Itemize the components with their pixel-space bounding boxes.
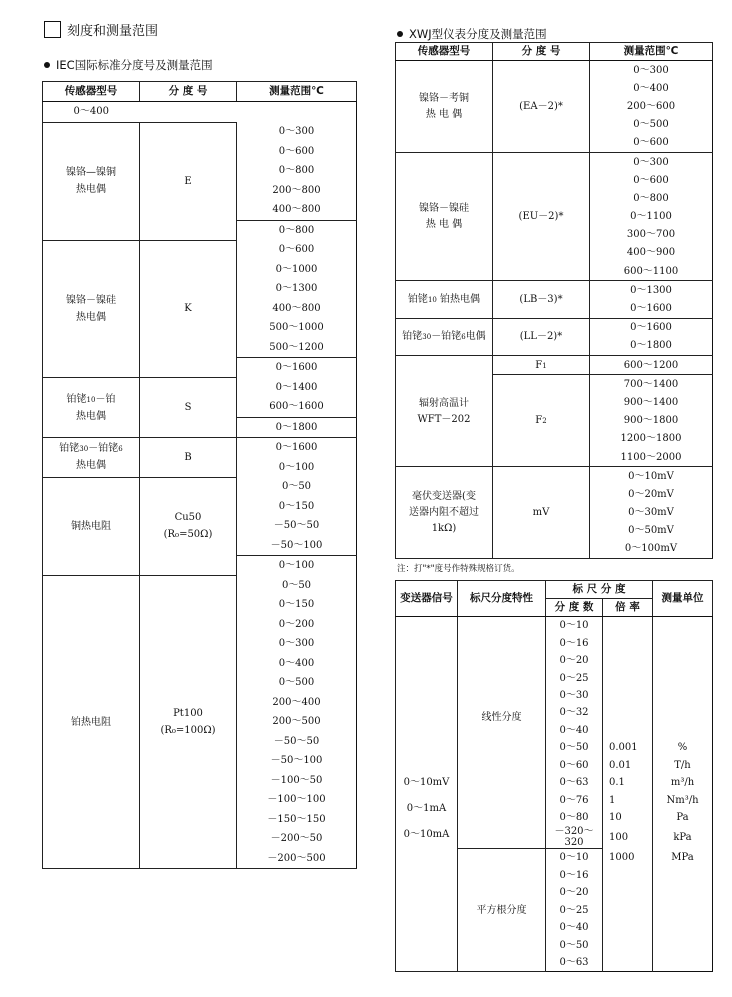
count-cell: －320～320 — [546, 826, 603, 849]
scale-header-row — [396, 581, 713, 599]
range-cell: 0～800 — [237, 220, 357, 240]
rate-cell — [603, 617, 653, 635]
table-row — [396, 467, 713, 486]
unit-cell — [653, 669, 713, 686]
code-subtext: (R₀=100Ω) — [160, 725, 216, 736]
unit-cell: kPa — [673, 832, 692, 843]
sensor-name-line: 铂铑30－铂铑6电偶 — [402, 331, 486, 343]
xwj-title-text: XWJ型仪表分度及测量范围 — [409, 27, 547, 41]
sensor-name-cell — [396, 467, 493, 559]
subscript: 10 — [86, 395, 96, 404]
page-title — [44, 20, 158, 39]
code-cell — [493, 467, 590, 559]
range-cell: 0～1800 — [590, 337, 713, 356]
range-cell: 0～600 — [237, 240, 357, 260]
range-cell: 0～10mV — [590, 467, 713, 486]
code-cell — [493, 281, 590, 318]
xwj-note: 注：打"*"度号作特殊规格订货。 — [397, 564, 520, 574]
code-text: F1 — [535, 359, 547, 371]
code-cell — [493, 356, 590, 375]
range-cell: 0～30mV — [590, 504, 713, 522]
rate-cell: 10 — [603, 809, 653, 826]
unit-cell: % — [677, 742, 688, 754]
code-cell — [140, 438, 237, 478]
bullet-icon — [44, 62, 50, 68]
table-row — [43, 438, 357, 458]
table-row — [43, 102, 357, 123]
range-cell: 900～1400 — [590, 393, 713, 411]
column-header-characteristic: 标尺分度特性 — [458, 581, 546, 617]
sensor-name-cell — [396, 318, 493, 355]
unit-cell — [653, 936, 713, 953]
range-cell: 0～800 — [590, 189, 713, 207]
range-cell: 0～150 — [237, 595, 357, 615]
code-cell — [140, 378, 237, 438]
unit-cell — [653, 954, 713, 972]
sensor-name-line: 热电偶 — [76, 184, 106, 195]
range-cell: 500～1200 — [237, 338, 357, 358]
sensor-name-line: 镍铬－考铜 — [419, 92, 469, 104]
count-cell: 0～20 — [546, 884, 603, 901]
count-cell: 0～16 — [546, 634, 603, 651]
signal-text: 0～10mV — [403, 777, 450, 789]
column-header-signal: 变送器信号 — [396, 581, 458, 617]
range-cell: 600～1100 — [590, 262, 713, 281]
sensor-name-line: 镍铬－镍硅 — [419, 203, 469, 215]
code-cell — [493, 61, 590, 153]
range-cell: 1100～2000 — [590, 448, 713, 467]
range-cell: 200～400 — [237, 693, 357, 713]
sensor-name-line: 铂铑30－铂铑6 — [59, 443, 123, 455]
iec-title-text: IEC国际标准分度号及测量范围 — [56, 58, 213, 72]
range-cell: 900～1800 — [590, 412, 713, 430]
unit-cell — [653, 652, 713, 669]
range-cell: 0～50 — [237, 576, 357, 596]
unit-cell — [653, 919, 713, 936]
range-cell: －50～50 — [237, 732, 357, 752]
range-cell: 0～1600 — [590, 318, 713, 337]
sensor-name-cell — [43, 438, 140, 478]
range-cell: －50～100 — [237, 536, 357, 556]
code-cell — [493, 152, 590, 280]
sensor-name-line: 铂铑10－铂 — [66, 393, 116, 405]
range-cell: 0～300 — [237, 122, 357, 142]
range-cell: －200～50 — [237, 829, 357, 849]
range-cell: －50～50 — [237, 516, 357, 536]
range-cell: 400～900 — [590, 244, 713, 262]
range-cell: 0～1600 — [237, 358, 357, 378]
count-cell: 0～40 — [546, 919, 603, 936]
unit-cell — [653, 634, 713, 651]
code-text: (EU－2)* — [518, 211, 564, 223]
rate-cell — [603, 902, 653, 919]
sensor-name-cell — [43, 477, 140, 576]
xwj-table — [395, 42, 713, 559]
range-cell: 200～800 — [237, 181, 357, 201]
column-header-group: 标 尺 分 度 — [546, 581, 653, 599]
scale-table — [395, 580, 713, 972]
unit-cell: m³/h — [670, 777, 695, 789]
count-cell: 0～25 — [546, 669, 603, 686]
column-header-rate: 倍 率 — [603, 599, 653, 617]
code-text: F2 — [535, 415, 547, 427]
range-cell: 0～300 — [590, 61, 713, 80]
range-cell: －200～500 — [237, 849, 357, 869]
range-cell: 0～1600 — [237, 438, 357, 458]
table-row — [396, 61, 713, 80]
code-text: E — [184, 175, 192, 187]
iec-header-row — [43, 82, 357, 102]
table-row — [43, 122, 357, 142]
code-text: (EA－2)* — [519, 100, 563, 112]
unit-cell — [653, 867, 713, 884]
range-cell: 0～1100 — [590, 208, 713, 226]
sensor-name-line: 铜热电阻 — [71, 520, 111, 532]
range-cell: 0～600 — [590, 171, 713, 189]
rate-cell: 0.01 — [603, 757, 653, 774]
subscript: 30 — [79, 445, 89, 454]
range-cell: 0～1300 — [590, 281, 713, 300]
rate-cell: 0.1 — [603, 774, 653, 791]
sensor-name-cell — [396, 356, 493, 467]
checkbox-square-icon — [44, 21, 61, 38]
code-text: (LB－3)* — [519, 293, 563, 305]
range-cell: 0～150 — [237, 497, 357, 517]
unit-cell — [653, 617, 713, 635]
count-cell: 0～30 — [546, 687, 603, 704]
sensor-name-line: 毫伏变送器(变 — [412, 491, 476, 503]
rate-cell — [603, 954, 653, 972]
count-cell: 0～63 — [546, 774, 603, 791]
code-text: B — [184, 451, 192, 463]
unit-cell — [653, 884, 713, 901]
table-row — [43, 378, 357, 398]
count-cell: 0～60 — [546, 757, 603, 774]
range-cell: 0～1400 — [237, 378, 357, 398]
iec-table — [42, 81, 357, 869]
unit-cell: MPa — [671, 852, 694, 864]
range-cell: 0～400 — [237, 654, 357, 674]
sensor-name-line: 辐射高温计 — [419, 397, 469, 409]
unit-cell: Nm³/h — [666, 794, 699, 806]
table-row — [43, 576, 357, 596]
table-row — [43, 240, 357, 260]
sensor-name-line: 镍铬－镍硅 — [66, 294, 116, 306]
count-cell: 0～10 — [546, 617, 603, 635]
code-text: mV — [532, 507, 550, 519]
sensor-name-line: 热 电 偶 — [425, 219, 463, 231]
sensor-name-line: 铂热电阻 — [71, 716, 111, 728]
count-cell: 0～10 — [546, 849, 603, 867]
rate-cell — [603, 687, 653, 704]
subscript: 2 — [542, 417, 547, 426]
range-cell: 1200～1800 — [590, 430, 713, 448]
bullet-icon — [397, 31, 403, 37]
range-cell: 0～1000 — [237, 260, 357, 280]
xwj-header-row — [396, 43, 713, 61]
range-cell: 0～100 — [237, 458, 357, 478]
count-cell: 0～40 — [546, 722, 603, 739]
sensor-name-line: 热电偶 — [76, 410, 106, 422]
rate-cell — [603, 867, 653, 884]
sensor-name-cell — [396, 281, 493, 318]
rate-cell — [603, 704, 653, 721]
range-cell: －150～150 — [237, 810, 357, 830]
subscript: 1 — [542, 361, 547, 370]
rate-cell: 100 — [603, 826, 653, 849]
sensor-name-cell — [43, 240, 140, 378]
range-cell: 200～500 — [237, 712, 357, 732]
subscript: 6 — [118, 445, 123, 454]
range-cell: 0～500 — [237, 673, 357, 693]
code-text: Cu50 — [174, 512, 202, 524]
subscript: 30 — [422, 333, 432, 342]
page-title-text: 刻度和测量范围 — [67, 24, 159, 39]
range-cell: 0～600 — [590, 134, 713, 153]
rate-cell — [603, 669, 653, 686]
code-cell — [140, 576, 237, 869]
range-cell: 500～1000 — [237, 318, 357, 338]
range-cell: 600～1200 — [590, 356, 713, 375]
range-cell: 0～400 — [43, 102, 140, 123]
sensor-name-cell — [396, 152, 493, 280]
code-cell — [493, 318, 590, 355]
range-cell: 700～1400 — [590, 375, 713, 394]
range-cell: 600～1600 — [237, 397, 357, 417]
code-cell — [140, 477, 237, 576]
count-cell: 0～25 — [546, 902, 603, 919]
sensor-name-cell — [43, 378, 140, 438]
code-text: K — [184, 303, 192, 315]
sensor-name-line: WFT－202 — [417, 413, 471, 425]
rate-cell — [603, 652, 653, 669]
signal-text: 0～1mA — [406, 803, 447, 815]
count-cell: 0～76 — [546, 791, 603, 808]
range-cell: 0～50mV — [590, 522, 713, 540]
column-header: 分 度 号 — [140, 82, 237, 102]
column-header-count: 分 度 数 — [546, 599, 603, 617]
range-cell: 0～200 — [237, 615, 357, 635]
signal-text: 0～10mA — [403, 829, 450, 841]
code-subtext: (R₀=50Ω) — [163, 529, 213, 541]
code-text: (LL－2)* — [519, 331, 563, 343]
characteristic-cell: 线性分度 — [458, 617, 546, 849]
column-header: 测量范围℃ — [590, 43, 713, 61]
range-cell: 200～600 — [590, 97, 713, 115]
count-cell: 0～80 — [546, 809, 603, 826]
unit-cell — [653, 902, 713, 919]
count-cell: 0～32 — [546, 704, 603, 721]
sensor-name-cell — [43, 576, 140, 869]
xwj-section-title — [397, 26, 547, 42]
table-row — [43, 477, 357, 497]
sensor-name-cell — [43, 122, 140, 240]
sensor-name-line: 送器内阻不超过 — [409, 507, 479, 519]
range-cell: 0～500 — [590, 116, 713, 134]
table-row — [396, 617, 713, 635]
rate-cell — [603, 722, 653, 739]
range-cell: －100～100 — [237, 790, 357, 810]
range-cell: 0～20mV — [590, 485, 713, 503]
range-cell: 0～1300 — [237, 279, 357, 299]
range-cell: 300～700 — [590, 226, 713, 244]
range-cell: 0～100 — [237, 556, 357, 576]
table-row — [396, 318, 713, 337]
iec-section-title — [44, 57, 213, 73]
column-header: 传感器型号 — [396, 43, 493, 61]
characteristic-cell: 平方根分度 — [458, 849, 546, 972]
range-cell: 400～800 — [237, 200, 357, 220]
table-row — [396, 281, 713, 300]
sensor-name-line: 镍铬—镍铜 — [66, 167, 116, 178]
range-cell: 0～50 — [237, 477, 357, 497]
column-header-unit: 测量单位 — [653, 581, 713, 617]
unit-cell — [653, 722, 713, 739]
rate-cell: 1 — [603, 791, 653, 808]
rate-cell — [603, 936, 653, 953]
code-cell — [493, 375, 590, 467]
signal-cell — [396, 617, 458, 972]
unit-cell: T/h — [674, 759, 691, 771]
rate-cell: 1000 — [603, 849, 653, 867]
range-cell: 0～400 — [590, 79, 713, 97]
code-cell — [140, 240, 237, 378]
range-cell: －100～50 — [237, 771, 357, 791]
unit-cell — [653, 687, 713, 704]
table-row — [396, 152, 713, 171]
range-cell: 0～600 — [237, 142, 357, 162]
column-header: 传感器型号 — [43, 82, 140, 102]
code-cell — [140, 122, 237, 240]
column-header: 测量范围℃ — [237, 82, 357, 102]
sensor-name-line: 热电偶 — [76, 311, 106, 323]
count-cell: 0～20 — [546, 652, 603, 669]
table-row — [396, 356, 713, 375]
sensor-name-line: 1kΩ) — [431, 523, 457, 535]
sensor-name-line: 热 电 偶 — [425, 108, 463, 120]
count-cell: 0～63 — [546, 954, 603, 972]
column-header: 分 度 号 — [493, 43, 590, 61]
sensor-name-line: 热电偶 — [76, 460, 106, 472]
rate-cell — [603, 884, 653, 901]
range-cell: 0～300 — [237, 634, 357, 654]
count-cell: 0～50 — [546, 936, 603, 953]
unit-cell — [653, 704, 713, 721]
range-cell: 400～800 — [237, 299, 357, 319]
count-cell: 0～16 — [546, 867, 603, 884]
range-cell: －50～100 — [237, 751, 357, 771]
range-cell: 0～1800 — [237, 417, 357, 438]
rate-cell — [603, 919, 653, 936]
rate-cell: 0.001 — [603, 739, 653, 756]
subscript: 10 — [427, 295, 437, 304]
code-text: Pt100 — [173, 708, 203, 719]
range-cell: 0～1600 — [590, 299, 713, 318]
code-text: S — [184, 402, 192, 413]
rate-cell — [603, 634, 653, 651]
subscript: 6 — [461, 333, 466, 342]
sensor-name-line: 铂铑10 铂热电偶 — [407, 293, 481, 305]
range-cell: 0～100mV — [590, 540, 713, 559]
unit-cell: Pa — [676, 812, 689, 824]
range-cell: 0～300 — [590, 152, 713, 171]
sensor-name-cell — [396, 61, 493, 153]
range-cell: 0～800 — [237, 161, 357, 181]
count-cell: 0～50 — [546, 739, 603, 756]
